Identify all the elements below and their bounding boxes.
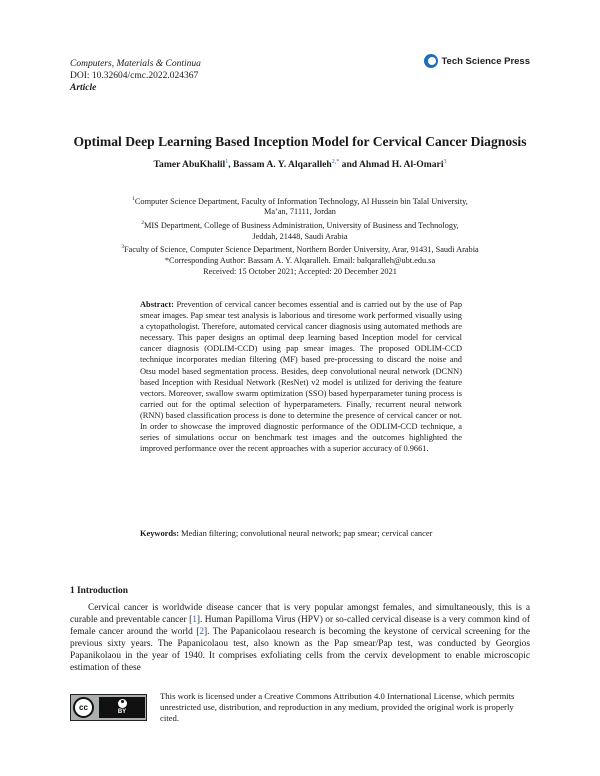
doi[interactable]: DOI: 10.32604/cmc.2022.024367	[70, 71, 199, 81]
keywords-text: Median filtering; convolutional neural network; pap smear; cervical cancer	[181, 529, 433, 538]
intro-text: ]. The Papanicolaou research is becoming the keystone of cervical screening for the previous sixty years. The Papanicolaou test, also known as the Pap smear/Pap test, was conducted by Georgios Papanikolaou in the year of 1940. It comprises exfoliating cells from the cervix development to enable microscopic estimation of these	[70, 626, 530, 673]
author-affiliation-mark[interactable]: 1	[225, 159, 229, 165]
corresponding-author: *Corresponding Author: Bassam A. Y. Alqaralleh. Email: balqaralleh@ubt.edu.sa	[164, 255, 436, 265]
journal-name: Computers, Materials & Continua	[70, 59, 201, 69]
tech-science-press-logo-icon	[424, 54, 438, 68]
article-type: Article	[70, 83, 97, 93]
author-list	[40, 159, 560, 170]
creative-commons-badge[interactable]	[70, 694, 147, 721]
author-affiliation-mark[interactable]: 2,*	[331, 159, 340, 165]
license-text: This work is licensed under a Creative Commons Attribution 4.0 International License, which permits unrestricted use, distribution, and reproduction in any medium, provided the original work is properly cited.	[160, 691, 515, 723]
affiliation-item	[90, 218, 510, 231]
citation-link[interactable]: 2	[199, 626, 205, 637]
publisher-logo	[424, 54, 530, 68]
creative-commons-icon: cc	[73, 697, 94, 718]
journal-header	[70, 58, 201, 94]
author-name: Ahmad H. Al-Omari	[359, 159, 444, 171]
affiliation-number: 2	[141, 220, 145, 227]
publisher-name: Tech Science Press	[441, 55, 530, 67]
author-name: Tamer AbuKhalil	[153, 159, 226, 171]
person-icon	[118, 699, 127, 708]
received-accepted-dates: Received: 15 October 2021; Accepted: 20 December 2021	[203, 266, 397, 276]
keywords	[140, 528, 462, 539]
keywords-label: Keywords:	[140, 529, 180, 538]
author-name: Bassam A. Y. Alqaralleh	[233, 159, 332, 171]
affiliation-line: MIS Department, College of Business Administration, University of Business and Technology,	[144, 220, 459, 230]
author-separator: ,	[228, 159, 234, 171]
abstract-label: Abstract:	[140, 300, 174, 309]
abstract-text: Prevention of cervical cancer becomes essential and is carried out by the use of Pap smear images. Pap smear test analysis is laborious and tiresome work performed visually using a cytopathologist. Therefore, automated cervical cancer diagnosis using automated methods are necessary. This paper designs an optimal deep learning based Inception model for cervical cancer diagnosis (ODLIM-CCD) using pap smear images. The proposed ODLIM-CCD technique incorporates median filtering (MF) based pre-processing to discard the noise and Otsu model based segmentation process. Besides, deep convolutional neural network (DCNN) based Inception with Residual Network (ResNet) v2 model is utilized for deriving the feature vectors. Moreover, swallow swarm optimization (SSO) based hyperparameter tuning process is carried out for the optimal selection of hyperparameters. Finally, recurrent neural network (RNN) based classification process is done to determine the presence of cervical cancer or not. In order to showcase the improved diagnostic performance of the ODLIM-CCD technique, a series of simulations occur on benchmark test images and the outcomes highlighted the improved performance over the recent approaches with a superior accuracy of 0.9661.	[140, 300, 463, 454]
affiliation-item	[90, 242, 510, 255]
introduction-paragraph	[70, 603, 530, 674]
affiliation-number: 3	[121, 244, 125, 251]
affiliation-line: Computer Science Department, Faculty of Information Technology, Al Hussein bin Talal University,	[134, 196, 468, 206]
affiliation-number: 1	[132, 196, 135, 202]
author-separator: and	[339, 159, 359, 171]
intro-text: Cervical cancer is worldwide disease cancer that is very popular amongst females, and simultaneously, this is a curable and preventable cancer [	[70, 603, 530, 625]
affiliation-item	[90, 194, 510, 207]
by-label: BY	[117, 709, 127, 715]
section-heading-introduction: 1 Introduction	[70, 586, 128, 596]
affiliations	[90, 194, 510, 277]
attribution-icon	[99, 697, 145, 718]
affiliation-line: Faculty of Science, Computer Science Department, Northern Border University, Arar, 91431, Saudi Arabia	[124, 245, 479, 255]
author-affiliation-mark[interactable]: 3	[443, 159, 447, 165]
abstract	[140, 299, 462, 454]
affiliation-line: Ma’an, 71111, Jordan	[264, 207, 336, 217]
paper-title: Optimal Deep Learning Based Inception Model for Cervical Cancer Diagnosis	[73, 134, 527, 149]
affiliation-line: Jeddah, 21448, Saudi Arabia	[252, 231, 348, 241]
intro-text: ]. Human Papilloma Virus (HPV) or so-called cervical disease is a very common kind of female cancer around the world [	[70, 614, 530, 637]
citation-link[interactable]: 1	[192, 614, 197, 625]
